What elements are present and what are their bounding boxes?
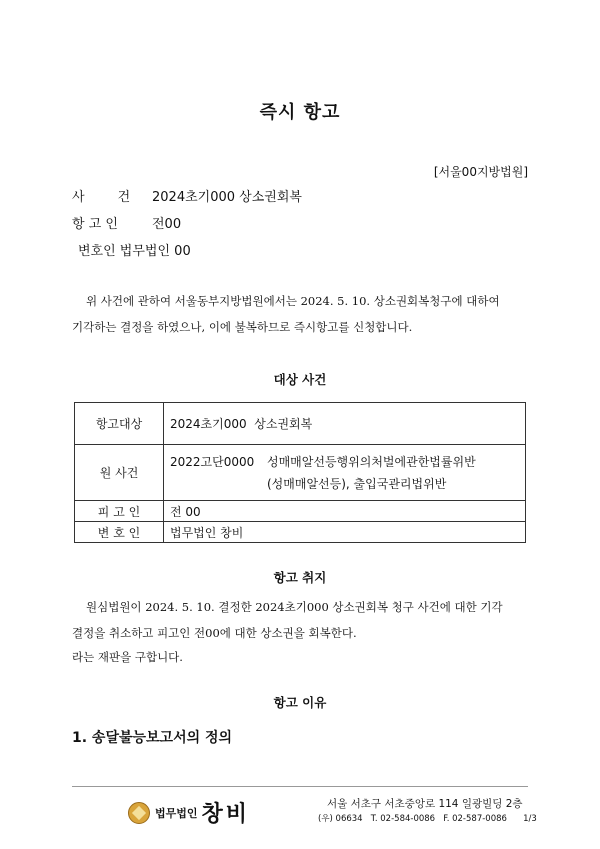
purpose-line-1: 원심법원이 2024. 5. 10. 결정한 2024초기000 상소권회복 청구 사건에 대한 기각	[86, 600, 503, 614]
table-row	[75, 522, 526, 543]
firm-logo-small: 법무법인	[155, 806, 198, 820]
purpose-section-title: 항고 취지	[273, 570, 327, 585]
document-title: 즉시 항고	[259, 102, 341, 123]
firm-logo-name: 창비	[201, 801, 251, 827]
original-case-number: 2022고단0000	[170, 454, 255, 469]
purpose-line-3: 라는 재판을 구합니다.	[72, 650, 183, 664]
appellant-label: 항 고 인	[72, 217, 118, 232]
row-value-attorney: 법무법인 창비	[164, 522, 526, 543]
table-row	[75, 501, 526, 522]
reason-section-title: 항고 이유	[273, 695, 327, 710]
row-value-defendant: 전 00	[164, 501, 526, 522]
seal-icon	[128, 802, 150, 824]
row-label-defendant: 피 고 인	[75, 501, 164, 522]
attorney-line: 변호인 법무법인 00	[78, 244, 191, 259]
original-charge-line-2: (성매매알선등), 출입국관리법위반	[267, 476, 447, 491]
court-name: [서울00지방법원]	[433, 165, 528, 179]
case-value: 2024초기000 상소권회복	[152, 190, 302, 205]
appellant-value: 전00	[152, 217, 182, 232]
intro-line-1: 위 사건에 관하여 서울동부지방법원에서는 2024. 5. 10. 상소권회복청구에 대하여	[86, 294, 500, 308]
table-row	[75, 445, 526, 501]
target-case-table	[74, 402, 526, 543]
target-section-title: 대상 사건	[273, 372, 327, 387]
table-row	[75, 403, 526, 445]
row-value-original	[164, 445, 526, 501]
case-label: 사 건	[72, 190, 131, 205]
original-charge-line-1: 성매매알선등행위의처벌에관한법률위반	[267, 454, 476, 469]
row-label-attorney: 변 호 인	[75, 522, 164, 543]
footer-divider	[72, 786, 528, 787]
purpose-line-2: 결정을 취소하고 피고인 전00에 대한 상소권을 회복한다.	[72, 626, 357, 640]
intro-line-2: 기각하는 결정을 하였으나, 이에 불복하므로 즉시항고를 신청합니다.	[72, 320, 413, 334]
firm-logo	[128, 797, 250, 828]
row-label-target: 항고대상	[75, 403, 164, 445]
row-value-target: 2024초기000 상소권회복	[164, 403, 526, 445]
row-label-original: 원 사건	[75, 445, 164, 501]
reason-heading-1: 1. 송달불능보고서의 정의	[72, 730, 233, 746]
footer-contact: (우) 06634 T. 02-584-0086 F. 02-587-0086 1/3	[318, 814, 537, 824]
footer-address: 서울 서초구 서초중앙로 114 일광빌딩 2층	[327, 798, 523, 810]
